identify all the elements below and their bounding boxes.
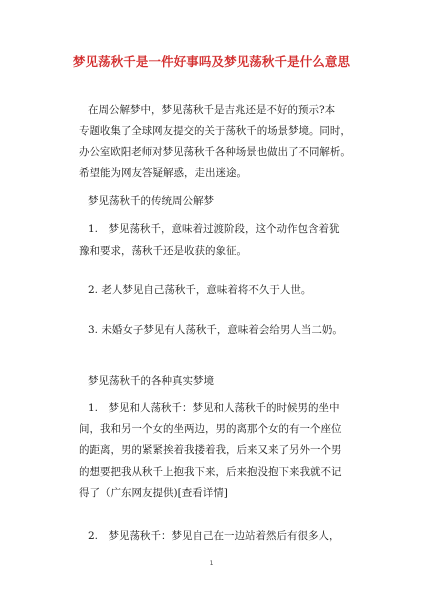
list-item-line: 1. 梦见荡秋千，意味着过渡阶段，这个动作包含着犹 [88,223,340,235]
list-item-line: 2. 梦见荡秋千：梦见自己在一边站着然后有很多人， [88,530,340,542]
document-title: 梦见荡秋千是一件好事吗及梦见荡秋千是什么意思 [72,54,351,69]
list-item-line: 1. 梦见和人荡秋千：梦见和人荡秋千的时候男的坐中 [88,402,340,414]
list-item-line: 2. 老人梦见自己荡秋千，意味着将不久于人世。 [88,284,312,296]
paragraph-line: 希望能为网友答疑解惑，走出迷途。 [79,167,247,179]
paragraph-line: 在周公解梦中，梦见荡秋千是吉兆还是不好的预示?本 [88,104,336,116]
paragraph-line: 专题收集了全球网友提交的关于荡秋千的场景梦境。同时， [79,125,351,137]
list-item-line: 的想要把我从秋千上抱我下来，后来抱没抱下来我就不记 [79,466,342,478]
page-number: 1 [209,560,214,567]
section-heading: 梦见荡秋千的各种真实梦境 [88,375,214,387]
list-item-line: 得了（广东网友提供)[查看详情] [79,487,228,499]
paragraph-line: 办公室欧阳老师对梦见荡秋千各种场景也做出了不同解析。 [79,146,351,158]
section-heading: 梦见荡秋千的传统周公解梦 [88,195,214,207]
list-item-line: 的距离，男的紧紧挨着我搂着我，后来又来了另外一个男 [79,444,342,456]
list-item-line: 3. 未婚女子梦见有人荡秋千，意味着会给男人当二奶。 [88,324,343,336]
list-item-line: 豫和要求，荡秋千还是收获的象征。 [79,245,247,257]
list-item-line: 间，我和另一个女的坐两边，男的离那个女的有一个座位 [79,423,342,435]
